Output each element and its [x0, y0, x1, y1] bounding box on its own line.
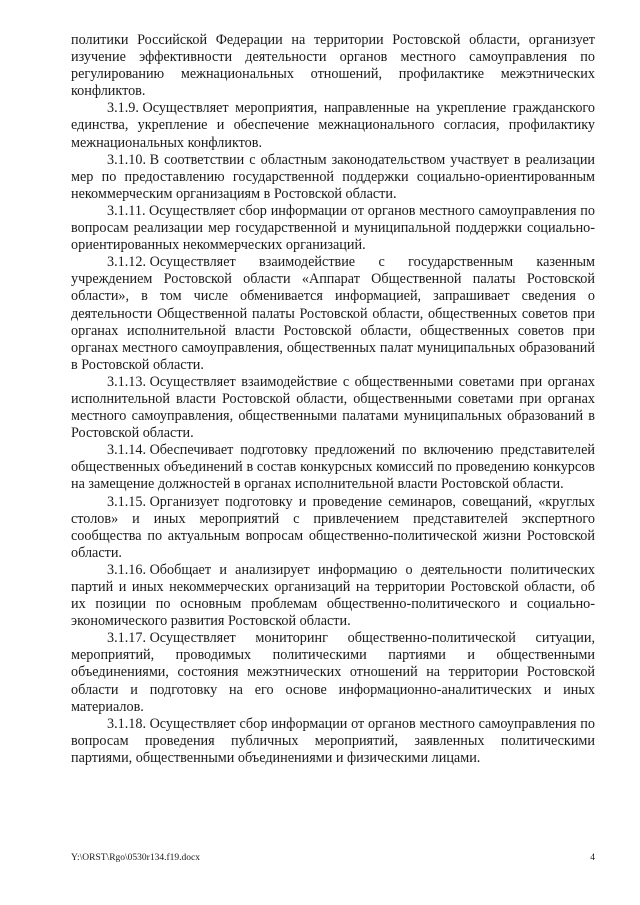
- paragraph-continuation: [71, 32, 595, 100]
- paragraph-3-1-15: [71, 494, 595, 562]
- paragraph-3-1-9: [71, 100, 595, 151]
- paragraph-text: Осуществляет мероприятия, направленные на укрепление гражданского единства, укрепление и обеспечение межнационального согласия, профилактику межнациональных конфликтов.: [71, 100, 595, 151]
- paragraph-number: 3.1.10.: [107, 151, 147, 168]
- paragraph-text: Осуществляет мониторинг общественно-политической ситуации, мероприятий, проводимых политическими партиями и общественными объединениями, состояния межэтнических отношений на территории Ростовской области и подготовку на его основе информационно-аналитических и иных материалов.: [71, 630, 595, 715]
- paragraph-number: 3.1.9.: [107, 100, 139, 117]
- paragraph-text: Осуществляет сбор информации от органов местного самоуправления по вопросам реализации мер государственной и муниципальной поддержки социально-ориентированных некоммерческих организаций.: [71, 202, 595, 254]
- paragraph-3-1-12: [71, 254, 595, 374]
- footer-page-number: 4: [590, 853, 595, 863]
- paragraph-3-1-14: [71, 442, 595, 493]
- paragraph-number: 3.1.15.: [107, 493, 147, 510]
- paragraph-text: Осуществляет взаимодействие с государственным казенным учреждением Ростовской области «Аппарат Общественной палаты Ростовской области», в том числе обменивается информацией, запрашивает сведения о деятельности Общественной палаты Ростовской области, общественных советов при органах исполнительной власти Ростовской области, общественных советов при органах местного самоуправления, общественных палат муниципальных образований в Ростовской области.: [71, 254, 595, 373]
- paragraph-number: 3.1.13.: [107, 373, 147, 390]
- paragraph-text: Осуществляет взаимодействие с общественными советами при органах исполнительной власти Ростовской области, общественными советами при органах местного самоуправления, общественными палатами муниципальных образований в Ростовской области.: [71, 373, 595, 442]
- paragraph-3-1-13: [71, 374, 595, 442]
- paragraph-number: 3.1.12.: [107, 254, 147, 271]
- paragraph-3-1-11: [71, 203, 595, 254]
- paragraph-text: Организует подготовку и проведение семинаров, совещаний, «круглых столов» и иных мероприятий с привлечением представителей экспертного сообщества по актуальным вопросам общественно-политической жизни Ростовской области.: [71, 493, 595, 561]
- paragraph-text: Осуществляет сбор информации от органов местного самоуправления по вопросам проведения публичных мероприятий, заявленных политическими партиями, общественными объединениями и физическими лицами.: [71, 715, 595, 766]
- paragraph-3-1-18: [71, 716, 595, 767]
- paragraph-3-1-17: [71, 630, 595, 715]
- paragraph-text: Обобщает и анализирует информацию о деятельности политических партий и иных некоммерческих организаций на территории Ростовской области, об их позиции по основным проблемам общественно-политического и социально-экономического развития Ростовской области.: [71, 561, 595, 630]
- paragraph-number: 3.1.17.: [107, 630, 147, 647]
- paragraph-number: 3.1.16.: [107, 561, 147, 578]
- paragraph-text: Обеспечивает подготовку предложений по включению представителей общественных объединений в состав конкурсных комиссий по проведению конкурсов на замещение должностей в органах исполнительной власти Ростовской области.: [71, 442, 595, 493]
- paragraph-number: 3.1.18.: [107, 715, 147, 732]
- document-body: [71, 32, 595, 767]
- paragraph-text: политики Российской Федерации на территории Ростовской области, организует изучение эффективности деятельности органов местного самоуправления по регулированию межнациональных отношений, профилактике межэтнических конфликтов.: [71, 32, 595, 100]
- footer-file-path: Y:\ORST\Rgo\0530r134.f19.docx: [71, 853, 200, 863]
- paragraph-3-1-10: [71, 152, 595, 203]
- paragraph-3-1-16: [71, 562, 595, 630]
- paragraph-number: 3.1.14.: [107, 442, 147, 459]
- paragraph-text: В соответствии с областным законодательством участвует в реализации мер по предоставлению государственной поддержки социально-ориентированным некоммерческим организациям в Ростовской области.: [71, 151, 595, 202]
- paragraph-number: 3.1.11.: [107, 202, 146, 219]
